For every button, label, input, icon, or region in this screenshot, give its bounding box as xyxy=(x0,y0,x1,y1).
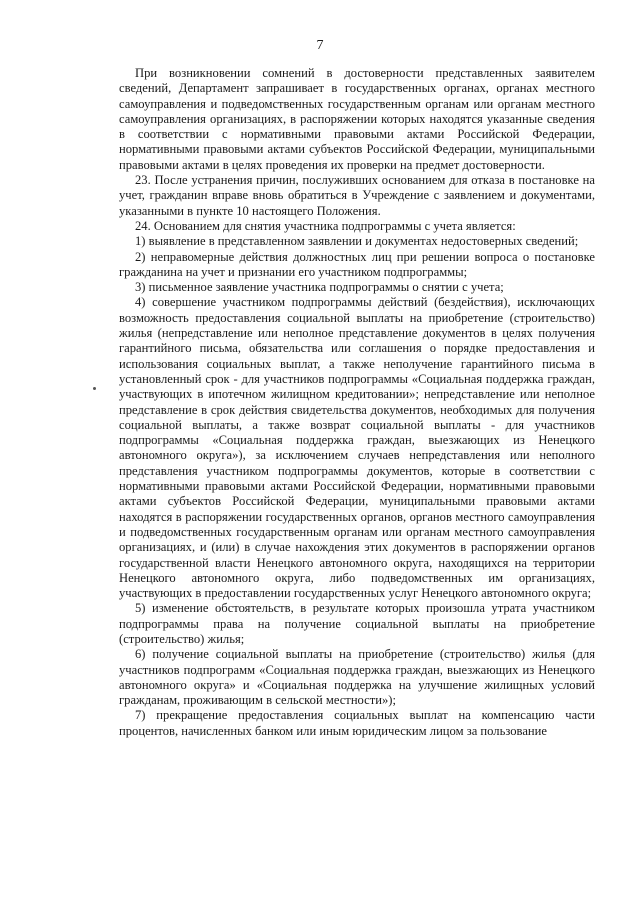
paragraph-text: 3) письменное заявление участника подпрограммы о снятии с учета; xyxy=(135,280,504,295)
paragraph-text: 4) совершение участником подпрограммы действий (бездействия), исключающих возможность предоставления социальной выплаты на приобретение (строительство) жилья (непредставление или неполное представление документов в целях получения гарантийного письма, обязательства или соглашения о порядке предоставления и использования социальных выплат, а также неполучение гарантийного письма в установленный срок - для участников подпрограммы «Социальная поддержка граждан, участвующих в ипотечном жилищном кредитовании»; непредставление или неполное представление в срок действия свидетельства документов, необходимых для получения социальной выплаты, а также возврат социальной выплаты - для участников подпрограммы «Социальная поддержка граждан, выезжающих из Ненецкого автономного округа»), за исключением случаев непредставления или неполного представления участником подпрограммы документов, которые в соответствии с нормативными правовыми актами Российской Федерации, нормативными правовыми актами субъектов Российской Федерации, муниципальными правовыми актами находятся в распоряжении государственных органов, органов местного самоуправления и подведомственных государственным органам или органам местного самоуправления организациях, и (или) в случае нахождения этих документов в распоряжении органов государственной власти Ненецкого автономного округа, находящихся на территории Ненецкого автономного округа, либо подведомственных им организациях, участвующих в предоставлении государственных услуг Ненецкого автономного округа; xyxy=(119,295,595,601)
paragraph-23 xyxy=(119,173,595,219)
paragraph-text: 2) неправомерные действия должностных лиц при решении вопроса о постановке гражданина на учет и признании его участником подпрограммы; xyxy=(119,249,595,279)
paragraph-24 xyxy=(119,219,595,234)
list-item-24-1 xyxy=(119,234,595,249)
list-item-24-6 xyxy=(119,647,595,708)
page-number: 7 xyxy=(316,38,324,53)
paragraph-text: 7) прекращение предоставления социальных выплат на компенсацию части процентов, начисленных банком или иным юридическим лицом за пользование xyxy=(119,708,595,738)
list-item-24-3 xyxy=(119,280,595,295)
paragraph-text: 5) изменение обстоятельств, в результате которых произошла утрата участником подпрограммы права на получение социальной выплаты на приобретение (строительство) жилья; xyxy=(119,601,595,646)
paragraph-verification xyxy=(119,66,595,173)
paragraph-text: При возникновении сомнений в достоверности представленных заявителем сведений, Департамент запрашивает в государственных органах, органах местного самоуправления и подведомственных государственным органам или органам местного самоуправления организациях, в распоряжении которых находятся указанные сведения в соответствии с нормативными правовыми актами Российской Федерации, нормативными правовыми актами субъектов Российской Федерации, муниципальными правовыми актами в целях проведения их проверки на предмет достоверности. xyxy=(119,66,595,172)
paragraph-text: 6) получение социальной выплаты на приобретение (строительство) жилья (для участников подпрограмм «Социальная поддержка граждан, выезжающих из Ненецкого автономного округа» и «Социальная поддержка на улучшение жилищных условий гражданам, проживающим в сельской местности»); xyxy=(119,647,595,708)
paragraph-text: 23. После устранения причин, послуживших основанием для отказа в постановке на учет, гражданин вправе вновь обратиться в Учреждение с заявлением и документами, указанными в пункте 10 настоящего Положения. xyxy=(119,173,595,218)
list-item-24-4 xyxy=(119,295,595,601)
list-item-24-2 xyxy=(119,250,595,281)
paragraph-text: 1) выявление в представленном заявлении и документах недостоверных сведений; xyxy=(135,234,579,249)
paragraph-text: 24. Основанием для снятия участника подпрограммы с учета является: xyxy=(135,218,516,233)
list-item-24-7 xyxy=(119,708,595,739)
margin-dot-mark xyxy=(93,387,96,390)
document-body xyxy=(119,66,595,739)
list-item-24-5 xyxy=(119,601,595,647)
